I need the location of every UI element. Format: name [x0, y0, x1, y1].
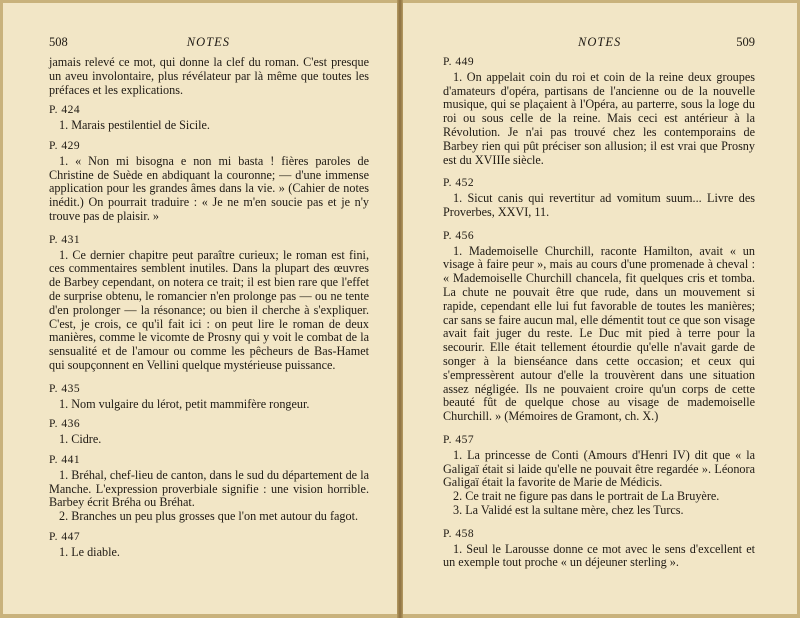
note-text: 1. La princesse de Conti (Amours d'Henri IV) dit que « la Galigaï était si laide qu'elle ne pouvait être regardée ». Léonora Galigaï était la favorite de Marie de Médicis.	[443, 447, 755, 490]
note-entry	[443, 230, 755, 424]
left-page-number: 508	[49, 35, 68, 49]
note-text: 1. Cidre.	[59, 432, 102, 447]
right-page	[403, 3, 797, 614]
left-running-title: NOTES	[186, 35, 230, 49]
page-reference: P. 457	[443, 433, 475, 446]
page-reference: P. 435	[49, 382, 81, 395]
note-text: 1. Mademoiselle Churchill, raconte Hamilton, avait « un visage à faire peur », mais au cours d'une promenade à cheval : « Mademoiselle Churchill chancela, fit quelques cris et tomba. La chute ne pouvait être que rude, dans un mouvement si rapide, cependant elle lui fut favorable de toutes les manières; car sans se faire aucun mal, elle démentit tout ce que son visage avait fait juger du reste. Le Duc mit pied à terre pour la secourir. Elle était tellement étourdie qu'elle n'avait garde de songer à la bienséance dans cette occasion; et ceux qui s'empressèrent autour d'elle la trouvèrent dans une situation assez négligée. Ils ne pouvaient croire qu'un corps de cette beauté fût de quelque chose au visage de mademoiselle Churchill. » (Mémoires de Gramont, ch. X.)	[443, 243, 755, 424]
note-entry	[49, 531, 369, 560]
right-running-title: NOTES	[578, 35, 622, 49]
left-page	[3, 3, 397, 614]
page-reference: P. 429	[49, 139, 81, 152]
note-text: 1. Le diable.	[59, 544, 120, 559]
note-text: 1. Bréhal, chef-lieu de canton, dans le sud du département de la Manche. L'expression proverbiale signifie : une vision horrible. Barbey écrit Bréha ou Bréhat.	[49, 467, 369, 510]
note-text: 1. Sicut canis qui revertitur ad vomitum suum... Livre des Proverbes, XXVI, 11.	[443, 191, 755, 219]
page-reference: P. 447	[49, 530, 81, 543]
page-reference: P. 452	[443, 177, 475, 190]
page-reference: P. 456	[443, 229, 475, 242]
continuation-paragraph: jamais relevé ce mot, qui donne la clef du roman. C'est presque un aveu involontaire, plus révélateur par là même que toutes les préfaces et les explications.	[49, 55, 369, 97]
page-reference: P. 449	[443, 56, 475, 68]
note-entry	[49, 140, 369, 224]
page-reference: P. 458	[443, 527, 475, 540]
note-entry	[49, 383, 369, 412]
note-entry	[49, 234, 369, 373]
note-entry	[443, 177, 755, 219]
note-entry	[443, 528, 755, 570]
note-text: 1. Ce dernier chapitre peut paraître curieux; le roman est fini, ces commentaires semblent inutiles. Dans la plupart des œuvres de Barbey cependant, on notera ce trait; il est bien rare que l'effet de surprise obtenu, le romancier n'en prolonge pas — ou ne tente d'en prolonger — la résonance; ou bien il cherche à s'expliquer. C'est, je crois, ce qu'il fait ici : on peut lire le roman de deux manières, comme le vicomte de Prosny qui y voit le combat de la sensualité et de l'amour ou comme les pêcheurs de Bas-Hamet qui soupçonnent en Vellini quelque mystérieuse puissance.	[49, 247, 369, 372]
note-text: 1. On appelait coin du roi et coin de la reine deux groupes d'amateurs d'opéra, partisans de l'ancienne ou de la nouvelle musique, qui se plaçaient à l'Opéra, au parterre, sous la loge du roi ou sous celle de la reine. Mais ceci est antérieur à la Révolution. Je n'ai pas trouvé chez les contemporains de Barbey rien qui pût préciser son allusion; il est vrai que Prosny est du XVIIIe siècle.	[443, 69, 755, 167]
note-entry	[49, 104, 369, 133]
note-entry	[443, 434, 755, 518]
page-reference: P. 431	[49, 233, 81, 246]
page-reference: P. 424	[49, 104, 81, 117]
note-entry	[49, 418, 369, 447]
note-text: 1. Nom vulgaire du lérot, petit mammifère rongeur.	[59, 396, 310, 411]
note-text: 2. Ce trait ne figure pas dans le portrait de La Bruyère.	[453, 489, 720, 504]
right-page-number: 509	[736, 35, 755, 49]
note-entry	[49, 454, 369, 524]
right-page-body	[443, 56, 755, 570]
left-page-header	[49, 35, 369, 50]
note-entry	[443, 56, 755, 167]
page-reference: P. 436	[49, 418, 81, 431]
note-text: 1. « Non mi bisogna e non mi basta ! fières paroles de Christine de Suède en abdiquant la couronne; — d'une immense application pour les grandes âmes dans la vie. » (Cahier de notes inédit.) On pourrait traduire : « Je ne m'en soucie pas et je n'y trouve pas de plaisir. »	[49, 153, 369, 223]
note-text: 1. Marais pestilentiel de Sicile.	[59, 118, 210, 133]
page-reference: P. 441	[49, 453, 81, 466]
note-text: 2. Branches un peu plus grosses que l'on met autour du fagot.	[59, 509, 359, 524]
note-text: 3. La Validé est la sultane mère, chez les Turcs.	[453, 502, 684, 517]
left-page-body	[49, 56, 369, 560]
right-page-header	[443, 35, 755, 50]
note-text: 1. Seul le Larousse donne ce mot avec le sens d'excellent et un exemple tout proche « un déjeuner sterling ».	[443, 541, 755, 570]
